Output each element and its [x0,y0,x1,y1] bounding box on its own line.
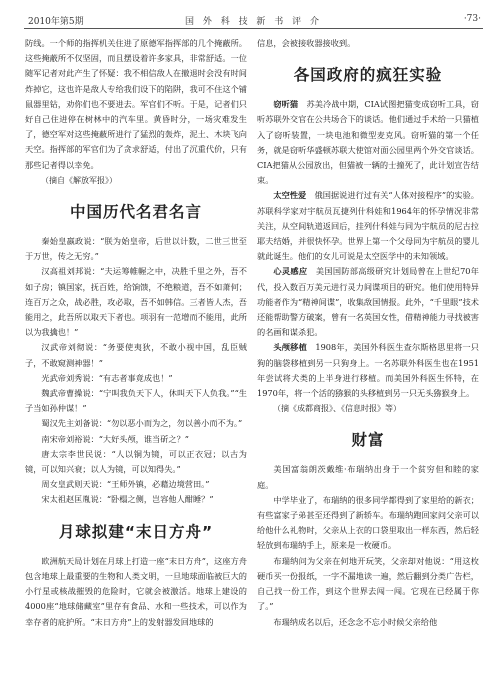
quote-speaker: 宋太祖赵匡胤说： [41,494,107,505]
experiment-text: 苏美冷战中期，CIA试图把猫变成窃听工具，窃听苏联外交官在公共场合下的谈话。他们通过手术给一只猫植入了窃听装置，一块电池和微型麦克风。窃听猫的第一个任务，就是窃听华盛顿苏联大使馆对面公园里两个外交官谈话。CIA把猫从公园放出，但猫被一辆的士撞死了，此计划宣告结束。 [257,99,479,186]
running-header [24,10,483,26]
experiment-heading: 太空性爱 [273,190,307,201]
quote-text: “朕为始皇帝，后世以计数，二世三世至于万世，传之无穷。” [25,236,247,262]
quote-speaker: 周女皇武则天说： [41,479,107,490]
quote-paragraph [25,492,247,507]
experiment-text: 俄国据说进行过有关“人体对接程序”的实验。苏联科学家对宇航员瓦捷列什科娃和1964年的怀孕情况非常关注，从空间轨道返回后，挂列什科娃与同为宇航员的尼古拉耶夫结婚，并很快怀孕。世界上第一个父母同为宇航员的婴儿就此诞生。他们的女儿可说是太空医学中的未知领域。 [257,190,479,262]
quote-text: “有志者事竟成也！” [98,372,173,383]
page-number: ·73· [463,14,481,24]
intro-source: （摘自《解放军报》） [41,175,117,185]
article-title-famous-quotes: 中国历代名君名言 [69,203,202,222]
experiment-paragraph [257,188,479,264]
quote-speaker: 唐太宗李世民说： [41,448,112,459]
quote-text: “务要使夷狄，不敢小视中国，乱臣贼子，不敢窥测神器！” [25,342,247,368]
quote-paragraph [25,416,247,431]
continued-text: 信息，会被接收器接收到。 [257,38,356,48]
experiment-paragraph [257,340,479,401]
article-title-wealth: 财富 [351,431,385,450]
article-title-moon-ark: 月球拟建“末日方舟” [58,522,214,541]
quote-speaker: 光武帝刘秀说： [41,372,99,383]
quote-text: “宁叫我负天下人，休叫天下人负我。”“生子当如孙仲谋！” [25,388,247,414]
experiment-text: 美国国防部高级研究计划局曾在上世纪70年代，投入数百万美元进行灵力间谍项目的研究。他们使用特异功能者作为“精神间谍”，收集敌国情报。此外，“千里眼”技术还能帮助警方破案，曾有一名英国女性，借精神能力寻找被害的名画和谋杀犯。 [257,266,479,338]
experiment-heading: 心灵感应 [273,266,308,277]
experiment-text: 1908年，美国外科医生查尔斯格思里将一只狗的脑袋移植到另一只狗身上。一名苏联外科医生也在1951年尝试将犬类的上半身进行移植。而美国外科医生怀特，在1970年，将一个活的猕猴的头移植到另一只无头猕猴身上。 [257,342,479,399]
intro-paragraph: 防线。一个师的指挥机关住进了原德军指挥部的几个掩蔽所。这些掩蔽所不仅坚固，而且摆设着许多家具，非常舒适。一位随军记者对此产生了怀疑：我不相信敌人在撤退时会没有时间炸掉它，这也许是敌人专给我们设下的陷阱，我可不住这个铺鼠器里钻，劝你们也不要进去。军官们不听。于是，记者们只好自己住进停在树林中的汽车里。黄昏时分，一场灾难发生了，德空军对这些掩蔽所进行了猛烈的轰炸，泥土、木块飞向天空。指挥部的军官们为了贪求舒适，付出了沉重代价，只有那些记者得以幸免。 [25,38,247,170]
article-title-experiments: 各国政府的疯狂实验 [293,66,443,85]
quote-paragraph [25,386,247,416]
quote-paragraph [25,477,247,492]
quote-speaker: 南宋帝刘裕说： [41,433,99,444]
quote-text: “卧榻之侧，岂容他人酣睡？” [106,494,214,505]
quote-speaker: 汉高祖刘邦说： [41,266,101,277]
quote-paragraph [25,432,247,447]
quote-paragraph [25,264,247,340]
wealth-paragraph: 布瑞纳成名以后，还念念不忘小时候父亲给他 [273,616,438,627]
quote-text: “勿以恶小而为之，勿以善小而不为。” [106,418,243,429]
quote-speaker: 汉武帝刘彻说： [41,342,103,353]
wealth-paragraph: 中学毕业了，布瑞纳的很多同学都得到了家里给的新衣；有些富家子弟甚至还得到了新轿车。布瑞纳跑回家问父亲可以给他什么礼物时，父亲从上衣的口袋里取出一样东西，然后轻轻放到布瑞纳手上，原来是一枚硬币。 [257,494,479,551]
quote-speaker: 秦始皇嬴政说： [41,236,101,247]
quote-text: “人以铜为镜，可以正衣冠；以古为镜，可以知兴衰；以人为镜，可以知得失。” [25,448,247,475]
quote-text: “夫运筹帷幄之中，决胜千里之外，吾不如子房；镇国家，抚百姓，给饷馈，不绝粮道，吾不如萧何；连百万之众，战必胜，攻必取，吾不如韩信。三者皆人杰，吾能用之，此吾所以取天下者也。项羽有一范增而不能用，此所以为我擒也！” [25,266,247,338]
journal-name: 国 外 科 技 新 书 评 介 [184,17,323,27]
ark-paragraph: 欧洲航天局计划在月球上打造一座“末日方舟”，这座方舟包含地球上最重要的生物和人类文明，一旦地球面临被巨大的小行星或核战摧毁的危险时，它就会被激活。地球上建设的4000座“地球储藏室”里存有食品、水和一些技术，可以作为幸存者的庇护所。“末日方舟”上的发射器发回地球的 [25,555,247,627]
quote-paragraph [25,234,247,264]
wealth-paragraph: 布瑞纳问为父亲在何地开玩笑，父亲却对他说：“用这枚硬币买一份报纸，一字不漏地读一遍，然后翻到分类广告栏，自己找一份工作，到这个世界去闯一闯。它现在已经属于你了。” [257,555,479,612]
experiment-heading: 头颅移植 [273,342,307,353]
quote-speaker: 蜀汉先主刘备说： [41,418,107,429]
experiment-source: （摘《成都商报》、《信息时报》等） [273,404,401,414]
quote-paragraph [25,340,247,370]
experiment-paragraph [257,97,479,188]
issue-number: 2010年第5期 [28,17,84,27]
quote-paragraph [25,447,247,477]
right-column [257,36,479,630]
experiment-paragraph [257,264,479,340]
quote-text: “王师外镇，必藉边境营田。” [106,479,210,490]
quote-speaker: 魏武帝曹操说： [41,388,99,399]
left-column [25,36,247,630]
experiment-heading: 窃听猫 [273,99,299,110]
quote-text: “大好头颅，谁当斫之？” [98,433,189,444]
header-rule [24,28,483,29]
quote-paragraph [25,371,247,386]
wealth-paragraph: 美国富翁朗茨戴维·布瑞纳出身于一个贫穷但和睦的家庭。 [257,464,479,490]
